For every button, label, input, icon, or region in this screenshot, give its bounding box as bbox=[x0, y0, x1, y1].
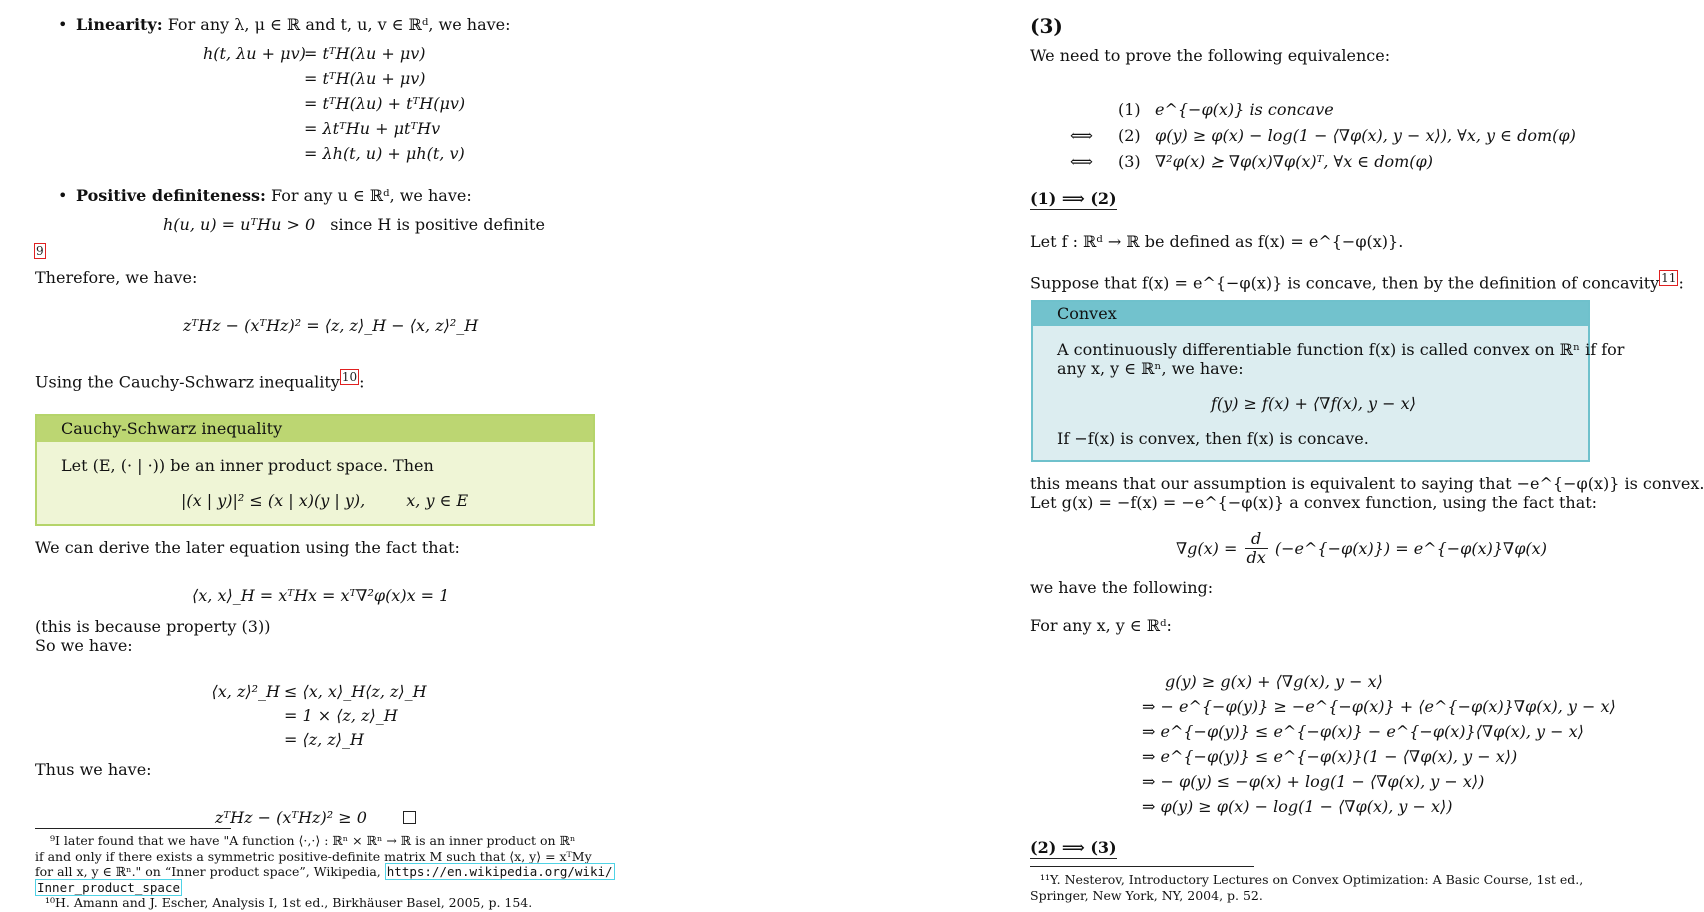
linearity-eq-rhs: = tᵀH(λu + μv) bbox=[304, 44, 426, 63]
linearity-eq-rhs: = tᵀH(λu) + tᵀH(μv) bbox=[304, 94, 466, 113]
final-equation bbox=[215, 808, 416, 828]
need-text: We need to prove the following equivalence: bbox=[1030, 46, 1391, 65]
using-cs-label: Using the Cauchy-Schwarz inequality bbox=[35, 372, 340, 392]
cs-box-title: Cauchy-Schwarz inequality bbox=[37, 416, 593, 442]
suppose-label: Suppose that f(x) = e^{−φ(x)} is concave, then by the definition of concavity bbox=[1030, 273, 1660, 293]
equiv-arrow: ⟺ bbox=[1070, 126, 1093, 145]
convex-box-text1: A continuously differentiable function f(x) is called convex on ℝⁿ if for bbox=[1057, 340, 1625, 359]
footnote-rule bbox=[35, 828, 231, 829]
positive-item bbox=[76, 186, 472, 206]
equiv-arrow: ⟺ bbox=[1070, 152, 1093, 171]
subheading-1-2: (1) ⟹ (2) bbox=[1030, 189, 1117, 208]
equiv-number: (3) bbox=[1118, 152, 1141, 171]
convex-box bbox=[1031, 300, 1625, 462]
derivation-step: ⇒ e^{−φ(y)} ≤ e^{−φ(x)} − e^{−φ(x)}⟨∇φ(x), y − x⟩ bbox=[1142, 722, 1584, 741]
ref-11[interactable]: 11 bbox=[1661, 271, 1677, 285]
equiv-statement: ∇²φ(x) ⪰ ∇φ(x)∇φ(x)ᵀ, ∀x ∈ dom(φ) bbox=[1155, 152, 1433, 171]
bullet: • bbox=[58, 186, 68, 205]
right-page bbox=[1030, 0, 1704, 912]
positive-intro: For any u ∈ ℝᵈ, we have: bbox=[270, 186, 472, 205]
derivation-step: ⇒ φ(y) ≥ φ(x) − log(1 − ⟨∇φ(x), y − x⟩) bbox=[1142, 797, 1453, 816]
cs-eq: |(x | y)|² ≤ (x | x)(y | y), bbox=[181, 491, 366, 510]
fn11-line2: Springer, New York, NY, 2004, p. 52. bbox=[1030, 887, 1263, 903]
linearity-eq-rhs: = tᵀH(λu + μv) bbox=[304, 69, 426, 88]
fn9-line2: if and only if there exists a symmetric positive-definite matrix M such that ⟨x, y⟩ = xᵀMy bbox=[35, 848, 592, 864]
following-text: we have the following: bbox=[1030, 578, 1214, 597]
let-f-text: Let f : ℝᵈ → ℝ be defined as f(x) = e^{−φ(x)}. bbox=[1030, 232, 1404, 251]
cauchy-schwarz-box bbox=[35, 414, 595, 526]
derivation-step: g(y) ≥ g(x) + ⟨∇g(x), y − x⟩ bbox=[1165, 672, 1383, 691]
linearity-eq-rhs: = λh(t, u) + μh(t, v) bbox=[304, 144, 465, 163]
derivation-step: ⇒ e^{−φ(y)} ≤ e^{−φ(x)}(1 − ⟨∇φ(x), y − x⟩) bbox=[1142, 747, 1518, 766]
derivation-step: ⇒ − φ(y) ≤ −φ(x) + log(1 − ⟨∇φ(x), y − x⟩) bbox=[1142, 772, 1485, 791]
convex-box-equation: f(y) ≥ f(x) + ⟨∇f(x), y − x⟩ bbox=[1211, 394, 1416, 413]
inequality-eq-rhs: = 1 × ⟨z, z⟩_H bbox=[284, 706, 398, 725]
inequality-eq-rhs: = ⟨z, z⟩_H bbox=[284, 730, 364, 749]
cs-box-equation bbox=[181, 491, 468, 511]
final-eq: zᵀHz − (xᵀHz)² ≥ 0 bbox=[215, 808, 367, 827]
left-page bbox=[0, 0, 613, 912]
grad-frac-den: dx bbox=[1246, 548, 1266, 567]
grad-frac-num: d bbox=[1245, 530, 1268, 549]
section-heading: (3) bbox=[1030, 14, 1063, 38]
linearity-label: Linearity: bbox=[76, 15, 163, 34]
gradient-equation bbox=[1176, 530, 1547, 567]
fn9-url-link[interactable]: https://en.wikipedia.org/wiki/ bbox=[386, 864, 613, 879]
convex-box-title: Convex bbox=[1033, 302, 1588, 326]
fn9-url-link-cont[interactable]: Inner_product_space bbox=[37, 879, 180, 895]
derivation-step: ⇒ − e^{−φ(y)} ≥ −e^{−φ(x)} + ⟨e^{−φ(x)}∇φ(x), y − x⟩ bbox=[1142, 697, 1616, 716]
fn9-line3: for all x, y ∈ ℝⁿ." on “Inner product space”, Wikipedia, bbox=[35, 864, 381, 879]
means-text-2: Let g(x) = −f(x) = −e^{−φ(x)} a convex function, using the fact that: bbox=[1030, 493, 1598, 512]
suppose-text: Suppose that f(x) = e^{−φ(x)} is concave, then by the definition of concavity $^{11}$ : bbox=[1030, 271, 1684, 293]
thus-text: Thus we have: bbox=[35, 760, 152, 779]
inequality-eq-lhs: ⟨x, z⟩²_H bbox=[211, 682, 280, 701]
because-text: (this is because property (3)) bbox=[35, 617, 271, 636]
main-equation: zᵀHz − (xᵀHz)² = ⟨z, z⟩_H − ⟨x, z⟩²_H bbox=[183, 316, 479, 335]
therefore-text: Therefore, we have: bbox=[35, 268, 198, 287]
positive-eq: h(u, u) = uᵀHu > 0 bbox=[163, 215, 316, 234]
equiv-number: (1) bbox=[1118, 100, 1141, 119]
footnote-10: ¹⁰H. Amann and J. Escher, Analysis I, 1st ed., Birkhäuser Basel, 2005, p. 154. bbox=[45, 895, 533, 910]
linearity-eq-lhs: h(t, λu + μv) bbox=[203, 44, 306, 63]
using-cs-text: Using the Cauchy-Schwarz inequality $^{10}$ : bbox=[35, 370, 365, 392]
qed-square-icon bbox=[403, 811, 416, 824]
cs-box-text: Let (E, (· | ·)) be an inner product space. Then bbox=[61, 456, 434, 475]
ref-10[interactable]: 10 bbox=[341, 370, 358, 384]
inequality-eq-rhs: ≤ ⟨x, x⟩_H⟨z, z⟩_H bbox=[284, 682, 427, 701]
linearity-item bbox=[76, 15, 511, 35]
positive-eq-note: since H is positive definite bbox=[330, 215, 545, 234]
ref-9[interactable] bbox=[34, 244, 46, 266]
equiv-number: (2) bbox=[1118, 126, 1141, 145]
ref-9-label[interactable]: 9 bbox=[36, 244, 44, 258]
positive-label: Positive definiteness: bbox=[76, 186, 266, 205]
convex-box-text3: If −f(x) is convex, then f(x) is concave. bbox=[1057, 429, 1369, 448]
positive-equation bbox=[163, 215, 545, 235]
linearity-eq-rhs: = λtᵀHu + μtᵀHv bbox=[304, 119, 441, 138]
footnote-9 bbox=[35, 833, 615, 911]
derive-text: We can derive the later equation using the fact that: bbox=[35, 538, 460, 557]
for-any-text: For any x, y ∈ ℝᵈ: bbox=[1030, 616, 1172, 635]
bullet: • bbox=[58, 15, 68, 34]
linearity-intro: For any λ, μ ∈ ℝ and t, u, v ∈ ℝᵈ, we have: bbox=[167, 15, 511, 34]
fn9-line1: ⁹I later found that we have "A function ⟨·,·⟩ : ℝⁿ × ℝⁿ → ℝ is an inner product on ℝⁿ bbox=[50, 833, 576, 848]
fn11-line1: ¹¹Y. Nesterov, Introductory Lectures on Convex Optimization: A Basic Course, 1st ed., bbox=[1040, 872, 1584, 887]
grad-fraction bbox=[1245, 530, 1268, 567]
footnote-rule bbox=[1030, 866, 1254, 867]
so-we-have-text: So we have: bbox=[35, 636, 133, 655]
equiv-statement: φ(y) ≥ φ(x) − log(1 − ⟨∇φ(x), y − x⟩), ∀x, y ∈ dom(φ) bbox=[1155, 126, 1576, 145]
means-text-1: this means that our assumption is equivalent to saying that −e^{−φ(x)} is convex. bbox=[1030, 474, 1704, 493]
cs-eq-cond: x, y ∈ E bbox=[406, 491, 469, 510]
fact-equation: ⟨x, x⟩_H = xᵀHx = xᵀ∇²φ(x)x = 1 bbox=[192, 586, 450, 605]
grad-lhs: ∇g(x) = bbox=[1176, 538, 1238, 558]
equiv-statement: e^{−φ(x)} is concave bbox=[1155, 100, 1334, 119]
footnote-11 bbox=[1030, 872, 1583, 903]
convex-box-text2: any x, y ∈ ℝⁿ, we have: bbox=[1057, 359, 1244, 378]
subheading-2-3: (2) ⟹ (3) bbox=[1030, 838, 1117, 857]
grad-rhs: (−e^{−φ(x)}) = e^{−φ(x)}∇φ(x) bbox=[1274, 538, 1547, 558]
